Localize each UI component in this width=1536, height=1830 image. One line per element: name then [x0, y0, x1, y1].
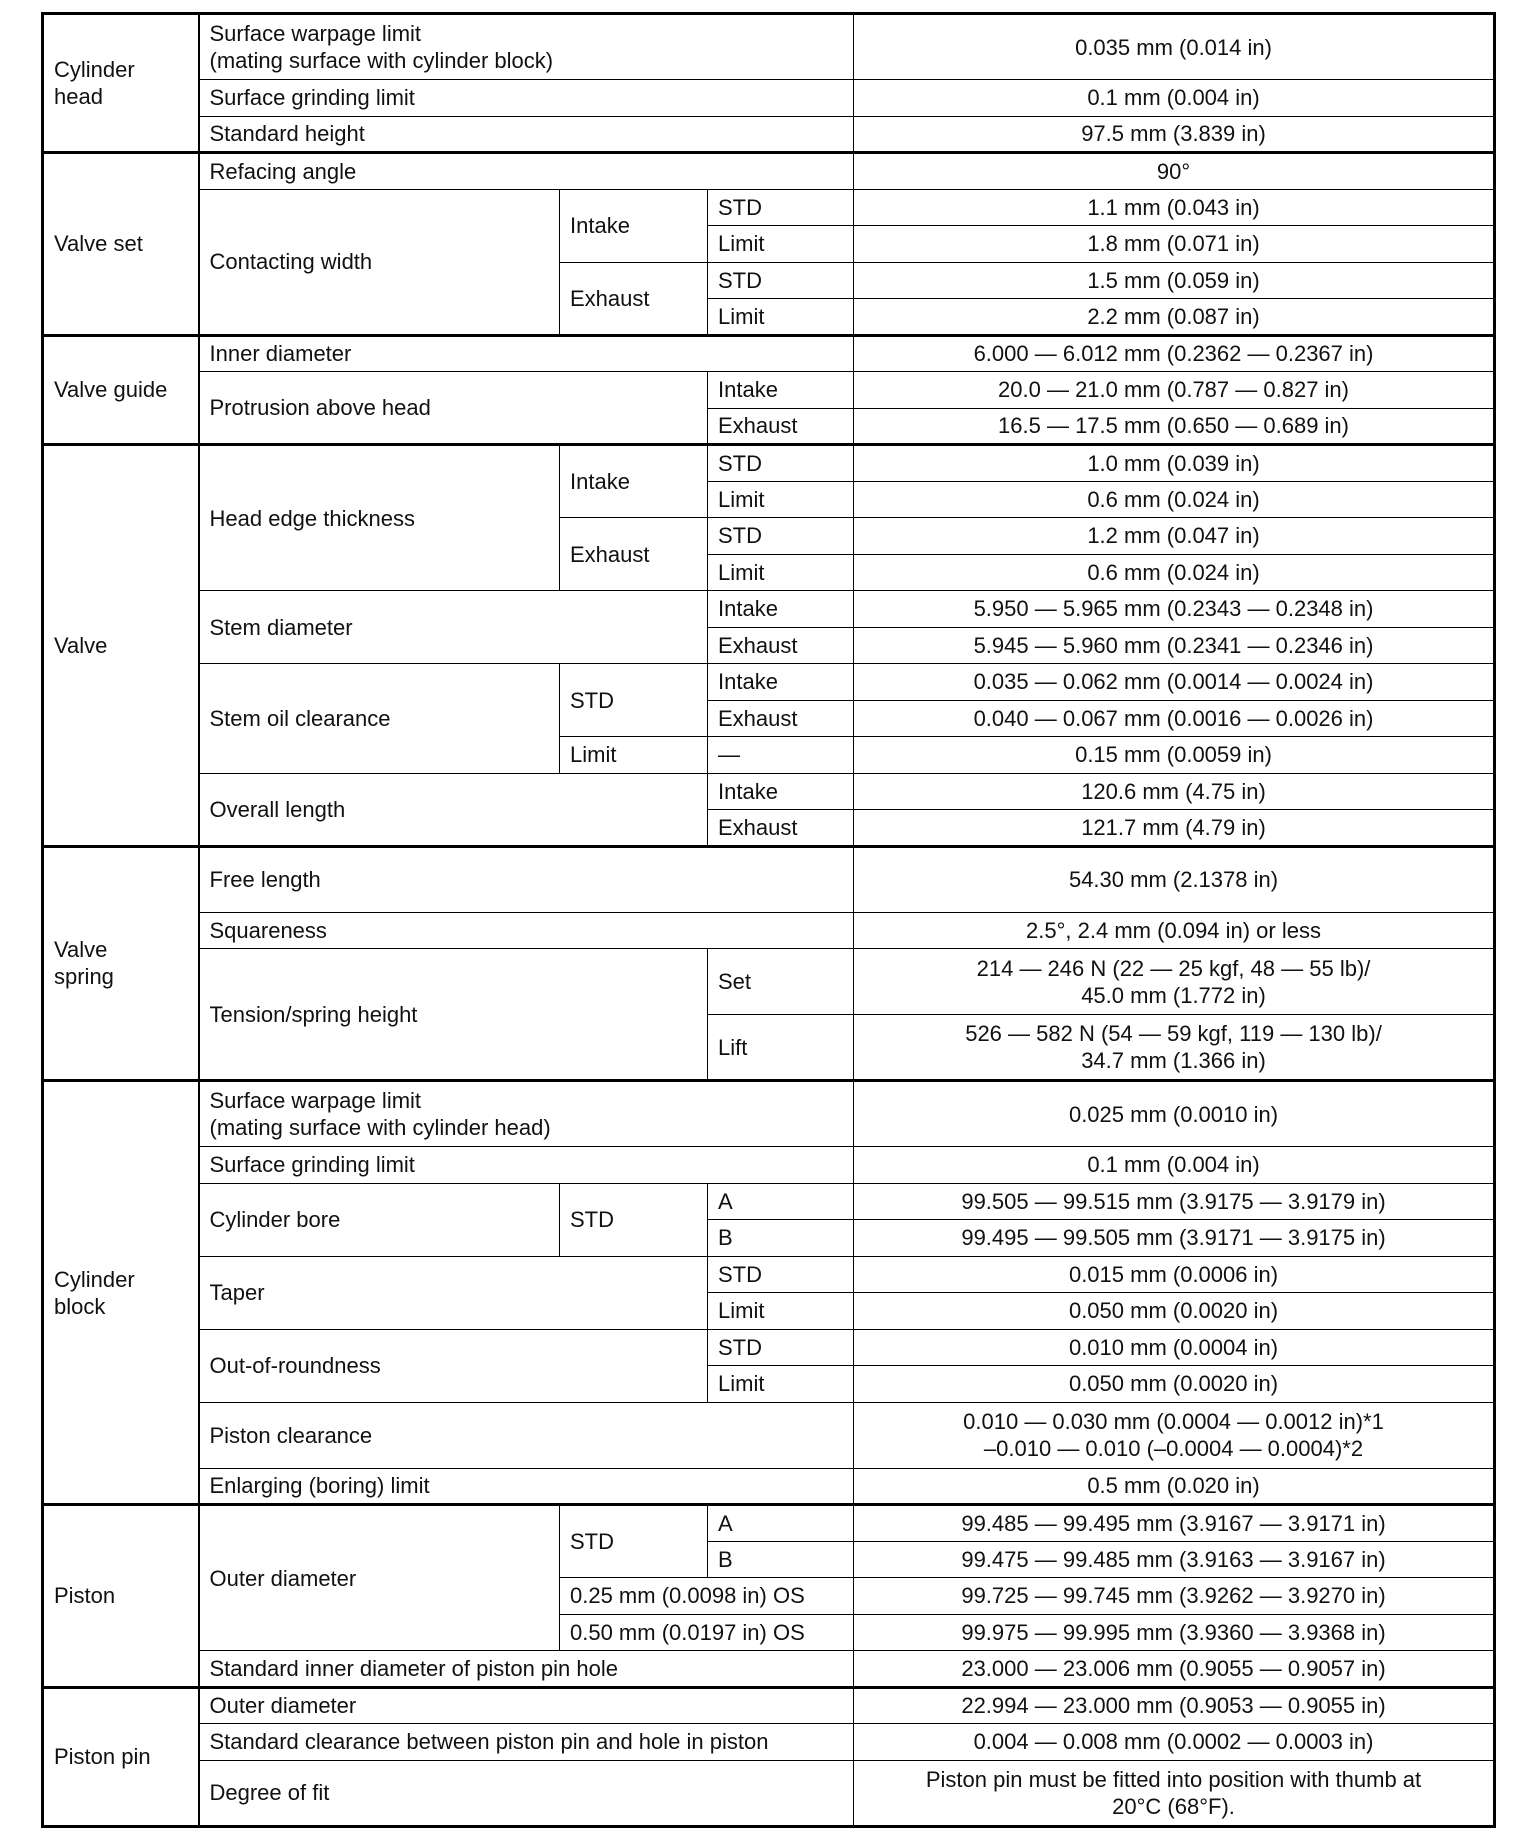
spec-value: Piston pin must be fitted into position with thumb at 20°C (68°F). — [854, 1760, 1495, 1826]
spec-value: 0.004 — 0.008 mm (0.0002 — 0.0003 in) — [854, 1724, 1495, 1761]
spec-item-label: Limit — [708, 1366, 854, 1403]
spec-item-label: STD — [708, 1329, 854, 1366]
spec-item-label: Standard height — [199, 116, 854, 153]
table-row — [43, 1329, 1495, 1366]
spec-item-label: Exhaust — [708, 810, 854, 847]
spec-item-label: Piston clearance — [199, 1402, 854, 1468]
spec-value: 0.6 mm (0.024 in) — [854, 481, 1495, 518]
spec-item-label: B — [708, 1220, 854, 1257]
spec-value: 0.035 mm (0.014 in) — [854, 14, 1495, 80]
table-row — [43, 445, 1495, 482]
table-row — [43, 949, 1495, 1015]
spec-item-label: Intake — [708, 372, 854, 409]
spec-item-label: STD — [560, 1505, 708, 1578]
spec-item-label: Limit — [708, 299, 854, 336]
spec-item-label: Inner diameter — [199, 335, 854, 372]
spec-item-label: STD — [708, 518, 854, 555]
table-row — [43, 1256, 1495, 1293]
table-row — [43, 846, 1495, 912]
spec-item-label: Free length — [199, 846, 854, 912]
table-row — [43, 1505, 1495, 1542]
spec-item-label: Limit — [708, 1293, 854, 1330]
spec-value: 0.5 mm (0.020 in) — [854, 1468, 1495, 1505]
spec-item-label: Lift — [708, 1015, 854, 1081]
table-row — [43, 664, 1495, 701]
spec-item-label: Stem oil clearance — [199, 664, 560, 774]
spec-value: 0.040 — 0.067 mm (0.0016 — 0.0026 in) — [854, 700, 1495, 737]
table-row — [43, 189, 1495, 226]
table-row — [43, 773, 1495, 810]
spec-item-label: Surface grinding limit — [199, 80, 854, 117]
spec-value: 526 — 582 N (54 — 59 kgf, 119 — 130 lb)/ 34.7 mm (1.366 in) — [854, 1015, 1495, 1081]
spec-item-label: Surface grinding limit — [199, 1147, 854, 1184]
spec-value: 1.8 mm (0.071 in) — [854, 226, 1495, 263]
spec-item-label: Limit — [708, 481, 854, 518]
table-row — [43, 153, 1495, 190]
spec-value: 97.5 mm (3.839 in) — [854, 116, 1495, 153]
section-label: Cylinder head — [43, 14, 199, 153]
spec-value: 0.035 — 0.062 mm (0.0014 — 0.0024 in) — [854, 664, 1495, 701]
spec-item-label: Exhaust — [560, 262, 708, 335]
spec-item-label: Exhaust — [708, 408, 854, 445]
spec-item-label: STD — [560, 664, 708, 737]
table-row — [43, 1081, 1495, 1147]
table-row — [43, 1468, 1495, 1505]
spec-item-label: Enlarging (boring) limit — [199, 1468, 854, 1505]
spec-value: 99.975 — 99.995 mm (3.9360 — 3.9368 in) — [854, 1614, 1495, 1651]
spec-item-label: Exhaust — [708, 627, 854, 664]
spec-item-label: Taper — [199, 1256, 708, 1329]
spec-value: 54.30 mm (2.1378 in) — [854, 846, 1495, 912]
section-label: Piston pin — [43, 1687, 199, 1826]
spec-value: 2.5°, 2.4 mm (0.094 in) or less — [854, 912, 1495, 949]
spec-item-label: Contacting width — [199, 189, 560, 335]
spec-item-label: Standard clearance between piston pin and hole in piston — [199, 1724, 854, 1761]
table-row — [43, 1724, 1495, 1761]
spec-value: 99.495 — 99.505 mm (3.9171 — 3.9175 in) — [854, 1220, 1495, 1257]
table-row — [43, 14, 1495, 80]
table-row — [43, 335, 1495, 372]
table-row — [43, 372, 1495, 409]
spec-value: 1.5 mm (0.059 in) — [854, 262, 1495, 299]
spec-value: 2.2 mm (0.087 in) — [854, 299, 1495, 336]
spec-value: 214 — 246 N (22 — 25 kgf, 48 — 55 lb)/ 45.0 mm (1.772 in) — [854, 949, 1495, 1015]
spec-item-label: Limit — [708, 226, 854, 263]
spec-value: 6.000 — 6.012 mm (0.2362 — 0.2367 in) — [854, 335, 1495, 372]
spec-value: 1.1 mm (0.043 in) — [854, 189, 1495, 226]
spec-item-label: Surface warpage limit (mating surface with cylinder block) — [199, 14, 854, 80]
spec-item-label: Stem diameter — [199, 591, 708, 664]
spec-item-label: Intake — [560, 445, 708, 518]
spec-item-label: Exhaust — [560, 518, 708, 591]
spec-item-label: Outer diameter — [199, 1505, 560, 1651]
table-row — [43, 116, 1495, 153]
section-label: Piston — [43, 1505, 199, 1688]
spec-value: 23.000 — 23.006 mm (0.9055 — 0.9057 in) — [854, 1651, 1495, 1688]
spec-item-label: Intake — [560, 189, 708, 262]
spec-item-label: Outer diameter — [199, 1687, 854, 1724]
section-label: Valve — [43, 445, 199, 847]
spec-item-label: STD — [708, 445, 854, 482]
spec-item-label: STD — [708, 189, 854, 226]
spec-value: 0.050 mm (0.0020 in) — [854, 1293, 1495, 1330]
table-row — [43, 591, 1495, 628]
section-label: Valve set — [43, 153, 199, 336]
spec-value: 5.945 — 5.960 mm (0.2341 — 0.2346 in) — [854, 627, 1495, 664]
spec-item-label: A — [708, 1505, 854, 1542]
spec-value: 0.1 mm (0.004 in) — [854, 80, 1495, 117]
spec-value: 16.5 — 17.5 mm (0.650 — 0.689 in) — [854, 408, 1495, 445]
spec-item-label: Intake — [708, 591, 854, 628]
spec-value: 0.010 — 0.030 mm (0.0004 — 0.0012 in)*1 –0.010 — 0.010 (–0.0004 — 0.0004)*2 — [854, 1402, 1495, 1468]
spec-item-label: Set — [708, 949, 854, 1015]
spec-item-label: Standard inner diameter of piston pin hole — [199, 1651, 854, 1688]
table-row — [43, 1183, 1495, 1220]
spec-value: 99.505 — 99.515 mm (3.9175 — 3.9179 in) — [854, 1183, 1495, 1220]
spec-value: 0.15 mm (0.0059 in) — [854, 737, 1495, 774]
table-row — [43, 1651, 1495, 1688]
spec-value: 1.2 mm (0.047 in) — [854, 518, 1495, 555]
specification-table-body — [43, 14, 1495, 1827]
section-label: Valve spring — [43, 846, 199, 1081]
spec-value: 99.725 — 99.745 mm (3.9262 — 3.9270 in) — [854, 1578, 1495, 1615]
spec-item-label: Protrusion above head — [199, 372, 708, 445]
section-label: Cylinder block — [43, 1081, 199, 1505]
spec-item-label: Exhaust — [708, 700, 854, 737]
spec-item-label: Squareness — [199, 912, 854, 949]
specification-table — [41, 12, 1496, 1828]
spec-value: 99.485 — 99.495 mm (3.9167 — 3.9171 in) — [854, 1505, 1495, 1542]
spec-item-label: STD — [560, 1183, 708, 1256]
spec-value: 99.475 — 99.485 mm (3.9163 — 3.9167 in) — [854, 1541, 1495, 1578]
spec-value: 120.6 mm (4.75 in) — [854, 773, 1495, 810]
table-row — [43, 1147, 1495, 1184]
spec-item-label: Limit — [708, 554, 854, 591]
spec-item-label: Degree of fit — [199, 1760, 854, 1826]
spec-item-label: Head edge thickness — [199, 445, 560, 591]
spec-value: 121.7 mm (4.79 in) — [854, 810, 1495, 847]
spec-item-label: Out-of-roundness — [199, 1329, 708, 1402]
spec-item-label: A — [708, 1183, 854, 1220]
spec-item-label: STD — [708, 262, 854, 299]
spec-item-label: Overall length — [199, 773, 708, 846]
spec-item-label: — — [708, 737, 854, 774]
spec-item-label: Intake — [708, 664, 854, 701]
table-row — [43, 912, 1495, 949]
spec-item-label: Surface warpage limit (mating surface with cylinder head) — [199, 1081, 854, 1147]
table-row — [43, 1402, 1495, 1468]
spec-value: 0.050 mm (0.0020 in) — [854, 1366, 1495, 1403]
spec-value: 5.950 — 5.965 mm (0.2343 — 0.2348 in) — [854, 591, 1495, 628]
spec-value: 0.010 mm (0.0004 in) — [854, 1329, 1495, 1366]
spec-value: 22.994 — 23.000 mm (0.9053 — 0.9055 in) — [854, 1687, 1495, 1724]
spec-item-label: B — [708, 1541, 854, 1578]
spec-item-label: 0.25 mm (0.0098 in) OS — [560, 1578, 854, 1615]
spec-value: 20.0 — 21.0 mm (0.787 — 0.827 in) — [854, 372, 1495, 409]
spec-item-label: Refacing angle — [199, 153, 854, 190]
spec-value: 90° — [854, 153, 1495, 190]
spec-item-label: Limit — [560, 737, 708, 774]
spec-item-label: Cylinder bore — [199, 1183, 560, 1256]
section-label: Valve guide — [43, 335, 199, 445]
table-row — [43, 1760, 1495, 1826]
spec-value: 0.1 mm (0.004 in) — [854, 1147, 1495, 1184]
table-row — [43, 1687, 1495, 1724]
spec-value: 0.025 mm (0.0010 in) — [854, 1081, 1495, 1147]
spec-item-label: Intake — [708, 773, 854, 810]
spec-item-label: STD — [708, 1256, 854, 1293]
spec-item-label: 0.50 mm (0.0197 in) OS — [560, 1614, 854, 1651]
spec-value: 1.0 mm (0.039 in) — [854, 445, 1495, 482]
spec-value: 0.6 mm (0.024 in) — [854, 554, 1495, 591]
spec-value: 0.015 mm (0.0006 in) — [854, 1256, 1495, 1293]
spec-item-label: Tension/spring height — [199, 949, 708, 1081]
table-row — [43, 80, 1495, 117]
